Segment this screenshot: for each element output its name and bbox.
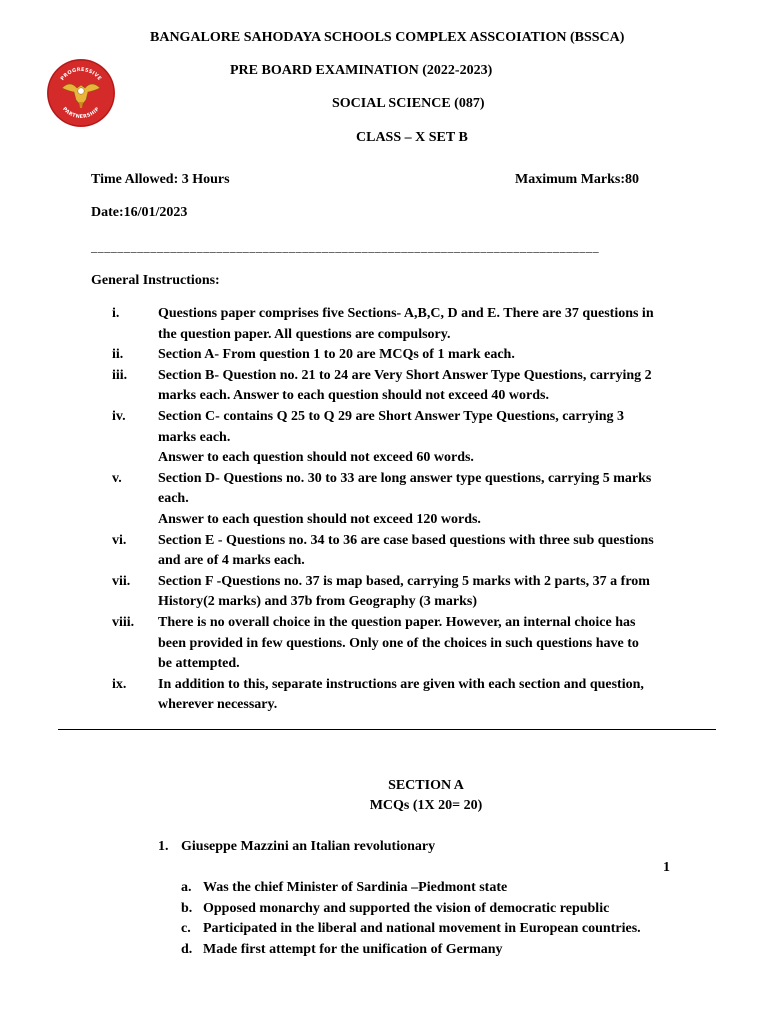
question-number: 1. <box>158 839 169 854</box>
instruction-item <box>112 366 712 407</box>
instruction-line: There is no overall choice in the question paper. However, an internal choice has <box>158 614 636 630</box>
instruction-item <box>112 345 712 366</box>
instruction-line: marks each. Answer to each question should not exceed 40 words. <box>158 388 549 404</box>
option-item[interactable] <box>181 919 641 940</box>
option-item[interactable] <box>181 940 641 961</box>
time-allowed: Time Allowed: 3 Hours <box>91 172 230 187</box>
logo-bottom-text: PARTNERSHIP <box>61 106 101 121</box>
instructions-list <box>112 304 712 716</box>
instruction-line: Answer to each question should not exceed 120 words. <box>158 511 481 527</box>
separator-line: _____________________________________________________________________________ <box>91 240 600 254</box>
instruction-line: be attempted. <box>158 656 240 672</box>
option-text: Made first attempt for the unification of Germany <box>203 941 503 957</box>
instruction-line: History(2 marks) and 37b from Geography (3 marks) <box>158 594 478 610</box>
option-text: Was the chief Minister of Sardinia –Piedmont state <box>203 880 508 895</box>
instruction-line: Section A- From question 1 to 20 are MCQs of 1 mark each. <box>158 347 515 363</box>
class-title: CLASS – X SET B <box>356 130 468 145</box>
maximum-marks: Maximum Marks:80 <box>515 172 640 187</box>
school-logo-icon <box>46 58 116 128</box>
section-divider <box>58 729 716 730</box>
instruction-item <box>112 675 712 716</box>
option-item[interactable] <box>181 878 641 899</box>
exam-title: PRE BOARD EXAMINATION (2022-2023) <box>230 63 493 78</box>
option-text: Participated in the liberal and national movement in European countries. <box>203 921 641 937</box>
instruction-item <box>112 469 712 531</box>
instruction-number: vii. <box>112 573 131 589</box>
exam-date: Date:16/01/2023 <box>91 205 188 220</box>
instruction-line: and are of 4 marks each. <box>158 553 305 569</box>
section-title: SECTION A <box>388 778 464 793</box>
options-list <box>181 878 641 960</box>
instructions-heading: General Instructions: <box>91 273 220 288</box>
option-letter: d. <box>181 941 193 957</box>
instruction-line: Section E - Questions no. 34 to 36 are case based questions with three sub questions <box>158 532 654 548</box>
instruction-line: Section F -Questions no. 37 is map based, carrying 5 marks with 2 parts, 37 a from <box>158 573 650 589</box>
instruction-number: iv. <box>112 408 126 424</box>
instruction-line: each. <box>158 491 189 507</box>
instruction-item <box>112 407 712 469</box>
instruction-line: Section C- contains Q 25 to Q 29 are Short Answer Type Questions, carrying 3 <box>158 408 625 424</box>
instruction-line: Answer to each question should not exceed 60 words. <box>158 450 474 466</box>
instruction-line: Questions paper comprises five Sections- A,B,C, D and E. There are 37 questions in <box>158 306 654 321</box>
instruction-number: i. <box>112 306 120 321</box>
instruction-item <box>112 572 712 613</box>
instruction-line: the question paper. All questions are compulsory. <box>158 326 451 342</box>
organization-title: BANGALORE SAHODAYA SCHOOLS COMPLEX ASSCOIATION (BSSCA) <box>150 30 625 45</box>
instruction-number: v. <box>112 470 122 486</box>
instruction-number: viii. <box>112 614 135 630</box>
instruction-line: Section B- Question no. 21 to 24 are Very Short Answer Type Questions, carrying 2 <box>158 367 652 383</box>
option-letter: a. <box>181 880 192 895</box>
logo-top-text: PROGRESSIVE <box>59 66 103 82</box>
section-subtitle: MCQs (1X 20= 20) <box>369 798 483 813</box>
instruction-line: wherever necessary. <box>158 697 278 713</box>
option-letter: c. <box>181 921 191 937</box>
question-text: Giuseppe Mazzini an Italian revolutionary <box>181 839 436 854</box>
instruction-item <box>112 531 712 572</box>
instruction-line: Section D- Questions no. 30 to 33 are long answer type questions, carrying 5 marks <box>158 470 652 486</box>
instruction-number: ix. <box>112 676 127 692</box>
option-letter: b. <box>181 900 193 916</box>
instruction-number: ii. <box>112 347 124 363</box>
instruction-line: been provided in few questions. Only one of the choices in such questions have to <box>158 635 639 651</box>
instruction-number: vi. <box>112 532 127 548</box>
option-item[interactable] <box>181 899 641 920</box>
instruction-line: marks each. <box>158 429 231 445</box>
instruction-item <box>112 304 712 345</box>
option-text: Opposed monarchy and supported the vision of democratic republic <box>203 900 610 916</box>
question-marks: 1 <box>663 860 670 875</box>
instruction-item <box>112 613 712 675</box>
instruction-number: iii. <box>112 367 128 383</box>
subject-title: SOCIAL SCIENCE (087) <box>332 96 485 111</box>
instruction-line: In addition to this, separate instructions are given with each section and question, <box>158 676 644 692</box>
